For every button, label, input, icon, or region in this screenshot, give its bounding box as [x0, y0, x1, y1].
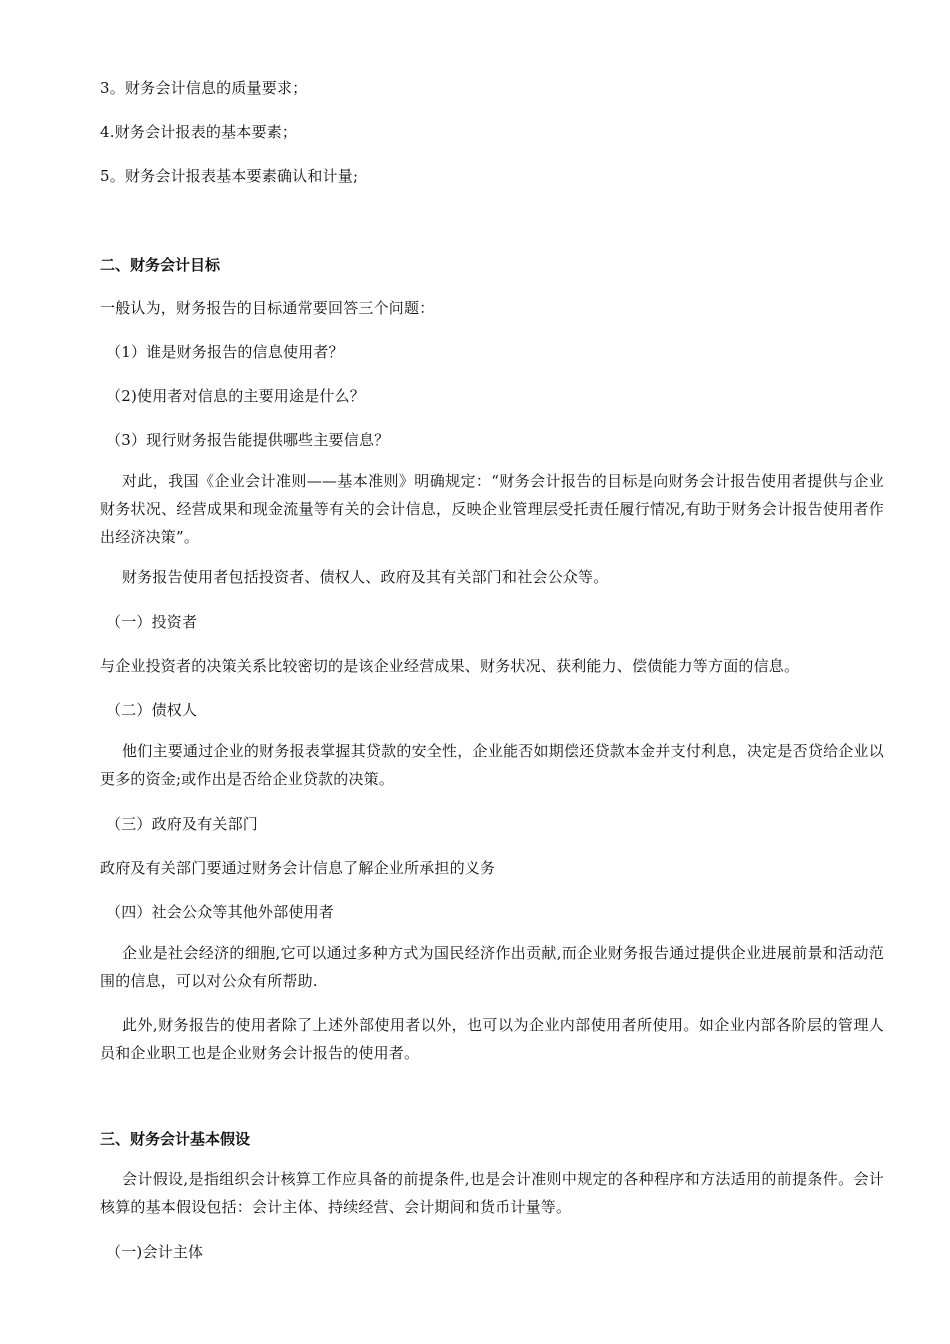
question-1: （1）谁是财务报告的信息使用者？	[106, 343, 344, 361]
paragraph-internal-users: 此外,财务报告的使用者除了上述外部使用者以外，也可以为企业内部使用者所使用。如企业内部各阶层的管理人员和企业职工也是企业财务会计报告的使用者。	[100, 1016, 884, 1062]
paragraph-standard-quote: 对此，我国《企业会计准则——基本准则》明确规定：“财务会计报告的目标是向财务会计报告使用者提供与企业财务状况、经营成果和现金流量等有关的会计信息，反映企业管理层受托责任履行情况,有助于财务会计报告使用者作出经济决策”。	[100, 472, 884, 546]
subheading-government: （三）政府及有关部门	[106, 815, 259, 833]
question-3: （3）现行财务报告能提供哪些主要信息？	[106, 431, 390, 449]
paragraph-government: 政府及有关部门要通过财务会计信息了解企业所承担的义务	[100, 859, 496, 877]
paragraph-assumptions: 会计假设,是指组织会计核算工作应具备的前提条件,也是会计准则中规定的各种程序和方法适用的前提条件。会计核算的基本假设包括：会计主体、持续经营、会计期间和货币计量等。	[100, 1170, 884, 1216]
list-item-3: 3。财务会计信息的质量要求；	[100, 79, 308, 97]
question-2: （2)使用者对信息的主要用途是什么？	[106, 387, 365, 405]
subheading-public: （四）社会公众等其他外部使用者	[106, 903, 335, 921]
subheading-accounting-entity: （一)会计主体	[106, 1243, 204, 1261]
paragraph-users: 财务报告使用者包括投资者、债权人、政府及其有关部门和社会公众等。	[122, 568, 609, 586]
paragraph-investors: 与企业投资者的决策关系比较密切的是该企业经营成果、财务状况、获利能力、偿债能力等方面的信息。	[100, 657, 800, 675]
list-item-5: 5。财务会计报表基本要素确认和计量;	[100, 167, 359, 185]
paragraph-creditors: 他们主要通过企业的财务报表掌握其贷款的安全性，企业能否如期偿还贷款本金并支付利息，决定是否贷给企业以更多的资金;或作出是否给企业贷款的决策。	[100, 742, 884, 788]
section-heading-3: 三、财务会计基本假设	[100, 1130, 251, 1148]
paragraph-intro: 一般认为，财务报告的目标通常要回答三个问题：	[100, 299, 435, 317]
subheading-investors: （一）投资者	[106, 613, 198, 631]
section-heading-2: 二、财务会计目标	[100, 256, 221, 274]
list-item-4: 4.财务会计报表的基本要素；	[100, 123, 298, 141]
paragraph-public: 企业是社会经济的细胞,它可以通过多种方式为国民经济作出贡献,而企业财务报告通过提供企业进展前景和活动范围的信息，可以对公众有所帮助.	[100, 944, 884, 990]
subheading-creditors: （二）债权人	[106, 701, 198, 719]
